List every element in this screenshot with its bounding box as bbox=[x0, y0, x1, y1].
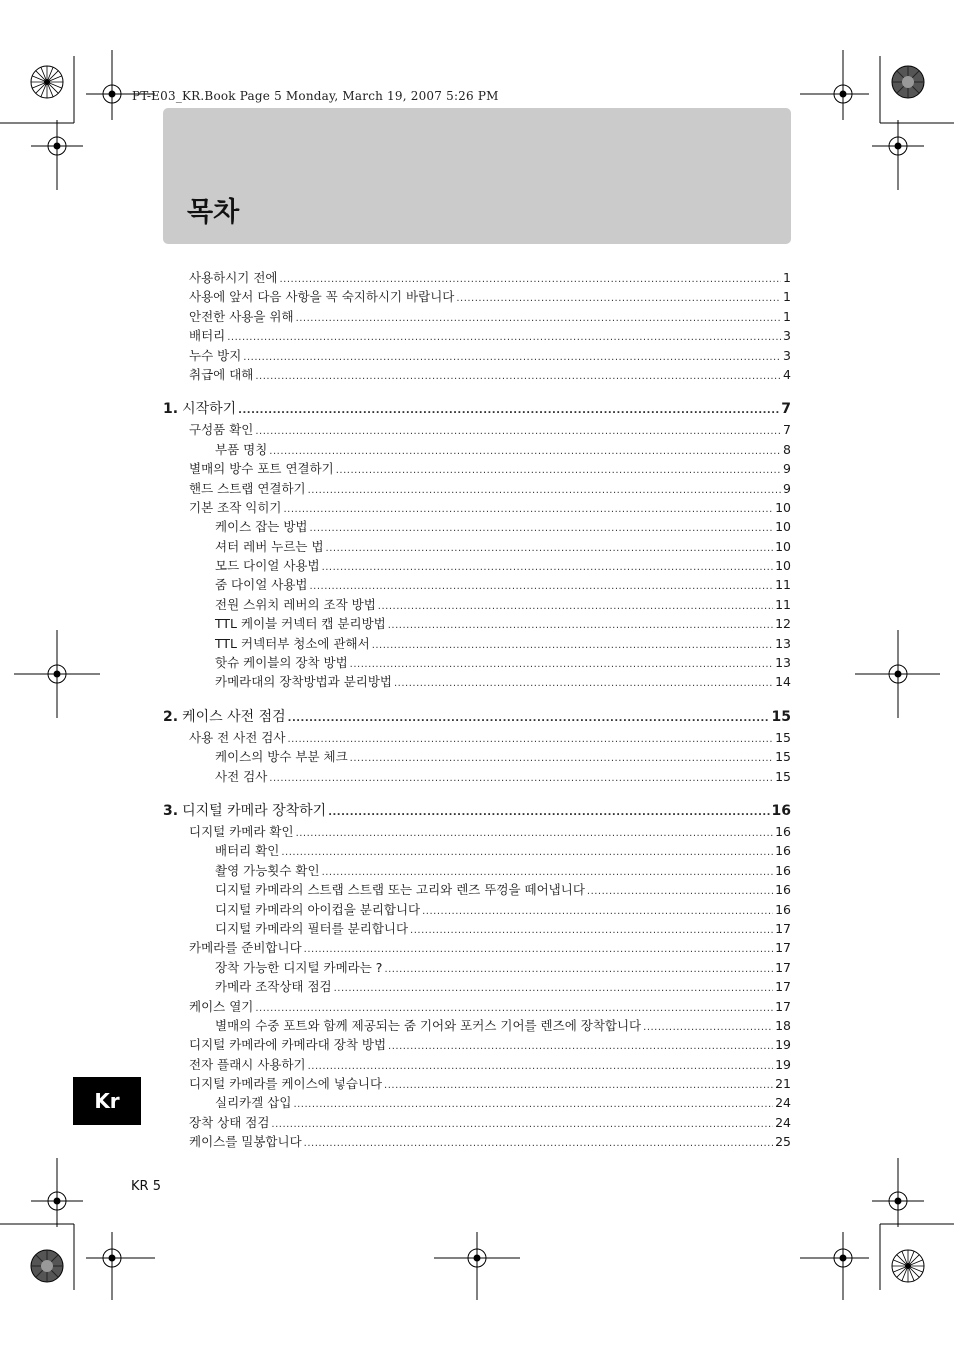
toc-entry[interactable] bbox=[163, 1035, 791, 1054]
toc-dot-leader bbox=[328, 807, 769, 818]
toc-entry-label: 사용에 앞서 다음 사항을 꼭 숙지하시기 바랍니다 bbox=[189, 289, 455, 305]
toc-entry[interactable] bbox=[163, 919, 791, 938]
toc-dot-leader bbox=[378, 601, 773, 612]
toc-dot-leader bbox=[255, 426, 781, 437]
toc-entry-page: 21 bbox=[775, 1076, 791, 1092]
toc-dot-leader bbox=[296, 828, 774, 839]
toc-chapter-heading[interactable] bbox=[163, 398, 791, 420]
toc-dot-leader bbox=[456, 293, 781, 304]
toc-dot-leader bbox=[309, 523, 773, 534]
toc-entry-page: 16 bbox=[775, 823, 791, 839]
toc-entry[interactable] bbox=[163, 287, 791, 306]
toc-dot-leader bbox=[334, 983, 773, 994]
toc-entry-label: 디지털 카메라에 카메라대 장착 방법 bbox=[189, 1037, 387, 1053]
toc-entry-label: 배터리 확인 bbox=[215, 843, 280, 859]
toc-entry-label: 케이스 열기 bbox=[189, 998, 254, 1014]
toc-entry-label: 디지털 카메라를 케이스에 넣습니다 bbox=[189, 1076, 383, 1092]
toc-chapter-1 bbox=[163, 398, 791, 691]
toc-entry[interactable] bbox=[163, 575, 791, 594]
toc-chapter-heading[interactable] bbox=[163, 800, 791, 822]
toc-entry[interactable] bbox=[163, 537, 791, 556]
toc-entry[interactable] bbox=[163, 479, 791, 498]
toc-entry[interactable] bbox=[163, 653, 791, 672]
toc-dot-leader bbox=[422, 906, 773, 917]
toc-entry-page: 10 bbox=[775, 499, 791, 515]
toc-dot-leader bbox=[293, 1099, 773, 1110]
toc-entry-label: 별매의 방수 포트 연결하기 bbox=[189, 461, 334, 477]
toc-entry-page: 24 bbox=[775, 1114, 791, 1130]
toc-entry-label: 디지털 카메라의 아이컵을 분리합니다 bbox=[215, 901, 421, 917]
toc-entry[interactable] bbox=[163, 614, 791, 633]
toc-dot-leader bbox=[227, 332, 781, 343]
toc-entry-label: 안전한 사용을 위해 bbox=[189, 308, 294, 324]
toc-entry-page: 17 bbox=[775, 998, 791, 1014]
toc-entry-label: 부품 명칭 bbox=[215, 441, 268, 457]
toc-entry-label: 줌 다이얼 사용법 bbox=[215, 577, 308, 593]
toc-entry-page: 16 bbox=[771, 802, 791, 819]
toc-entry-label: 촬영 가능횟수 확인 bbox=[215, 862, 320, 878]
language-tab: Kr bbox=[73, 1077, 141, 1125]
toc-entry[interactable] bbox=[163, 1132, 791, 1151]
toc-entry[interactable] bbox=[163, 880, 791, 899]
toc-entry-label: 기본 조작 익히기 bbox=[189, 499, 282, 515]
toc-entry-label: 장착 상태 점검 bbox=[189, 1114, 270, 1130]
toc-entry-page: 18 bbox=[775, 1017, 791, 1033]
toc-entry-page: 16 bbox=[775, 862, 791, 878]
toc-entry-page: 7 bbox=[783, 422, 791, 438]
toc-dot-leader bbox=[287, 734, 773, 745]
toc-entry[interactable] bbox=[163, 595, 791, 614]
toc-entry-label: 별매의 수중 포트와 함께 제공되는 줌 기어와 포커스 기어를 렌즈에 장착합니다 bbox=[215, 1017, 642, 1033]
toc-entry[interactable] bbox=[163, 938, 791, 957]
toc-dot-leader bbox=[643, 1022, 773, 1033]
toc-gap bbox=[163, 692, 791, 706]
toc-entry[interactable] bbox=[163, 747, 791, 766]
toc-chapter-2 bbox=[163, 706, 791, 786]
toc-dot-leader bbox=[269, 446, 781, 457]
toc-dot-leader bbox=[280, 274, 782, 285]
print-header: PT-E03_KR.Book Page 5 Monday, March 19, 2007 5:26 PM bbox=[132, 89, 499, 103]
toc-entry[interactable] bbox=[163, 672, 791, 691]
toc-entry-page: 15 bbox=[775, 729, 791, 745]
toc-entry-label: TTL 케이블 커넥터 캡 분리방법 bbox=[215, 616, 386, 632]
toc-entry-label: TTL 커넥터부 청소에 관해서 bbox=[215, 635, 370, 651]
toc-entry-label: 케이스 사전 점검 bbox=[182, 708, 286, 725]
toc-entry-page: 16 bbox=[775, 882, 791, 898]
toc-entry-page: 10 bbox=[775, 538, 791, 554]
toc-entry[interactable] bbox=[163, 440, 791, 459]
toc-dot-leader bbox=[309, 581, 773, 592]
toc-entry[interactable] bbox=[163, 346, 791, 365]
toc-entry-label: 디지털 카메라 장착하기 bbox=[182, 802, 327, 819]
toc-dot-leader bbox=[326, 543, 774, 554]
toc-dot-leader bbox=[350, 753, 773, 764]
toc-entry[interactable] bbox=[163, 1016, 791, 1035]
toc-entry[interactable] bbox=[163, 326, 791, 345]
toc-entry-label: 사용 전 사전 검사 bbox=[189, 729, 286, 745]
toc-entry[interactable] bbox=[163, 365, 791, 384]
toc-entry-label: 전자 플래시 사용하기 bbox=[189, 1056, 306, 1072]
toc-entry[interactable] bbox=[163, 517, 791, 536]
toc-dot-leader bbox=[388, 620, 773, 631]
toc-dot-leader bbox=[372, 640, 773, 651]
toc-entry[interactable] bbox=[163, 268, 791, 287]
toc-entry[interactable] bbox=[163, 861, 791, 880]
toc-gap bbox=[163, 786, 791, 800]
toc-entry-label: 카메라 조작상태 점검 bbox=[215, 979, 332, 995]
toc-dot-leader bbox=[288, 713, 770, 724]
toc-dot-leader bbox=[336, 465, 781, 476]
toc-entry-label: 카메라대의 장착방법과 분리방법 bbox=[215, 674, 392, 690]
toc-entry-label: 취급에 대해 bbox=[189, 366, 254, 382]
toc-entry-page: 13 bbox=[775, 635, 791, 651]
toc-chapter-3 bbox=[163, 800, 791, 1152]
toc-entry-label: 케이스를 밀봉합니다 bbox=[189, 1134, 302, 1150]
toc-entry-page: 19 bbox=[775, 1037, 791, 1053]
toc-dot-leader bbox=[308, 1061, 773, 1072]
toc-dot-leader bbox=[255, 371, 781, 382]
toc-entry[interactable] bbox=[163, 1055, 791, 1074]
toc-entry-page: 17 bbox=[775, 979, 791, 995]
toc-dot-leader bbox=[388, 1041, 773, 1052]
toc-entry[interactable] bbox=[163, 728, 791, 747]
toc-entry-label: 케이스의 방수 부분 체크 bbox=[215, 749, 348, 765]
toc-entry-page: 9 bbox=[783, 461, 791, 477]
toc-entry-page: 12 bbox=[775, 616, 791, 632]
toc-entry-label: 케이스 잡는 방법 bbox=[215, 519, 308, 535]
toc-entry-page: 17 bbox=[775, 959, 791, 975]
toc-entry-label: 누수 방지 bbox=[189, 347, 242, 363]
toc-entry-label: 디지털 카메라의 필터를 분리합니다 bbox=[215, 920, 409, 936]
toc-entry[interactable] bbox=[163, 498, 791, 517]
toc-entry-label: 핫슈 케이블의 장착 방법 bbox=[215, 655, 348, 671]
toc-entry[interactable] bbox=[163, 1093, 791, 1112]
toc-entry-page: 3 bbox=[783, 328, 791, 344]
toc-entry[interactable] bbox=[163, 634, 791, 653]
table-of-contents bbox=[163, 268, 791, 1152]
toc-entry-label: 실리카겔 삽입 bbox=[215, 1095, 292, 1111]
toc-entry[interactable] bbox=[163, 822, 791, 841]
toc-entry-page: 16 bbox=[775, 901, 791, 917]
toc-dot-leader bbox=[394, 678, 773, 689]
toc-dot-leader bbox=[350, 659, 773, 670]
toc-chapter-heading[interactable] bbox=[163, 706, 791, 728]
toc-entry-page: 25 bbox=[775, 1134, 791, 1150]
toc-dot-leader bbox=[384, 964, 773, 975]
toc-entry[interactable] bbox=[163, 307, 791, 326]
toc-entry-page: 3 bbox=[783, 347, 791, 363]
toc-entry-page: 16 bbox=[775, 843, 791, 859]
toc-chapter-number: 2. bbox=[163, 708, 179, 725]
toc-entry-page: 11 bbox=[775, 596, 791, 612]
toc-entry-label: 장착 가능한 디지털 카메라는 ? bbox=[215, 959, 383, 975]
toc-entry-label: 모드 다이얼 사용법 bbox=[215, 558, 320, 574]
toc-entry[interactable] bbox=[163, 997, 791, 1016]
toc-dot-leader bbox=[283, 504, 773, 515]
toc-gap bbox=[163, 384, 791, 398]
toc-dot-leader bbox=[243, 352, 781, 363]
toc-entry[interactable] bbox=[163, 977, 791, 996]
toc-entry-label: 디지털 카메라의 스트랩 스트랩 또는 고리와 렌즈 뚜껑을 떼어냅니다 bbox=[215, 882, 585, 898]
toc-entry-label: 구성품 확인 bbox=[189, 422, 254, 438]
toc-entry-label: 배터리 bbox=[189, 328, 226, 344]
toc-dot-leader bbox=[322, 562, 774, 573]
toc-entry[interactable] bbox=[163, 420, 791, 439]
toc-dot-leader bbox=[238, 405, 779, 416]
page-number: KR 5 bbox=[131, 1179, 161, 1194]
toc-dot-leader bbox=[304, 944, 773, 955]
toc-entry-page: 24 bbox=[775, 1095, 791, 1111]
toc-entry-page: 4 bbox=[783, 366, 791, 382]
toc-entry-page: 1 bbox=[783, 270, 791, 285]
toc-entry[interactable] bbox=[163, 1113, 791, 1132]
toc-entry-page: 7 bbox=[781, 401, 791, 418]
toc-dot-leader bbox=[296, 313, 781, 324]
toc-chapter-number: 3. bbox=[163, 802, 179, 819]
toc-entry-page: 17 bbox=[775, 940, 791, 956]
title-banner bbox=[163, 108, 791, 244]
toc-entry[interactable] bbox=[163, 767, 791, 786]
toc-entry-label: 디지털 카메라 확인 bbox=[189, 823, 294, 839]
toc-entry-page: 14 bbox=[775, 674, 791, 690]
toc-entry-label: 사전 검사 bbox=[215, 768, 268, 784]
toc-entry-label: 사용하시기 전에 bbox=[189, 270, 278, 285]
toc-dot-leader bbox=[304, 1138, 773, 1149]
toc-entry-label: 전원 스위치 레버의 조작 방법 bbox=[215, 596, 376, 612]
toc-entry[interactable] bbox=[163, 841, 791, 860]
toc-entry[interactable] bbox=[163, 459, 791, 478]
toc-intro-section bbox=[163, 268, 791, 384]
toc-entry-page: 10 bbox=[775, 519, 791, 535]
toc-dot-leader bbox=[269, 773, 773, 784]
toc-entry-label: 셔터 레버 누르는 법 bbox=[215, 538, 324, 554]
toc-entry-page: 1 bbox=[783, 289, 791, 305]
toc-entry-page: 15 bbox=[775, 768, 791, 784]
toc-entry[interactable] bbox=[163, 556, 791, 575]
toc-entry-page: 8 bbox=[783, 441, 791, 457]
toc-entry-page: 1 bbox=[783, 308, 791, 324]
toc-entry-page: 13 bbox=[775, 655, 791, 671]
toc-entry-label: 카메라를 준비합니다 bbox=[189, 940, 302, 956]
toc-dot-leader bbox=[384, 1080, 773, 1091]
toc-entry-label: 시작하기 bbox=[182, 401, 237, 418]
toc-dot-leader bbox=[281, 847, 773, 858]
toc-entry-page: 17 bbox=[775, 920, 791, 936]
toc-dot-leader bbox=[308, 485, 781, 496]
toc-entry[interactable] bbox=[163, 900, 791, 919]
toc-dot-leader bbox=[271, 1119, 773, 1130]
toc-chapter-number: 1. bbox=[163, 401, 179, 418]
toc-entry-page: 15 bbox=[775, 749, 791, 765]
page-title: 목차 bbox=[187, 197, 240, 228]
toc-dot-leader bbox=[255, 1003, 773, 1014]
toc-entry[interactable] bbox=[163, 958, 791, 977]
toc-dot-leader bbox=[322, 867, 774, 878]
toc-entry-page: 11 bbox=[775, 577, 791, 593]
toc-entry-label: 핸드 스트랩 연결하기 bbox=[189, 480, 306, 496]
toc-entry-page: 15 bbox=[771, 708, 791, 725]
toc-dot-leader bbox=[410, 925, 773, 936]
toc-entry-page: 19 bbox=[775, 1056, 791, 1072]
toc-dot-leader bbox=[587, 886, 773, 897]
toc-entry[interactable] bbox=[163, 1074, 791, 1093]
toc-entry-page: 9 bbox=[783, 480, 791, 496]
toc-entry-page: 10 bbox=[775, 558, 791, 574]
